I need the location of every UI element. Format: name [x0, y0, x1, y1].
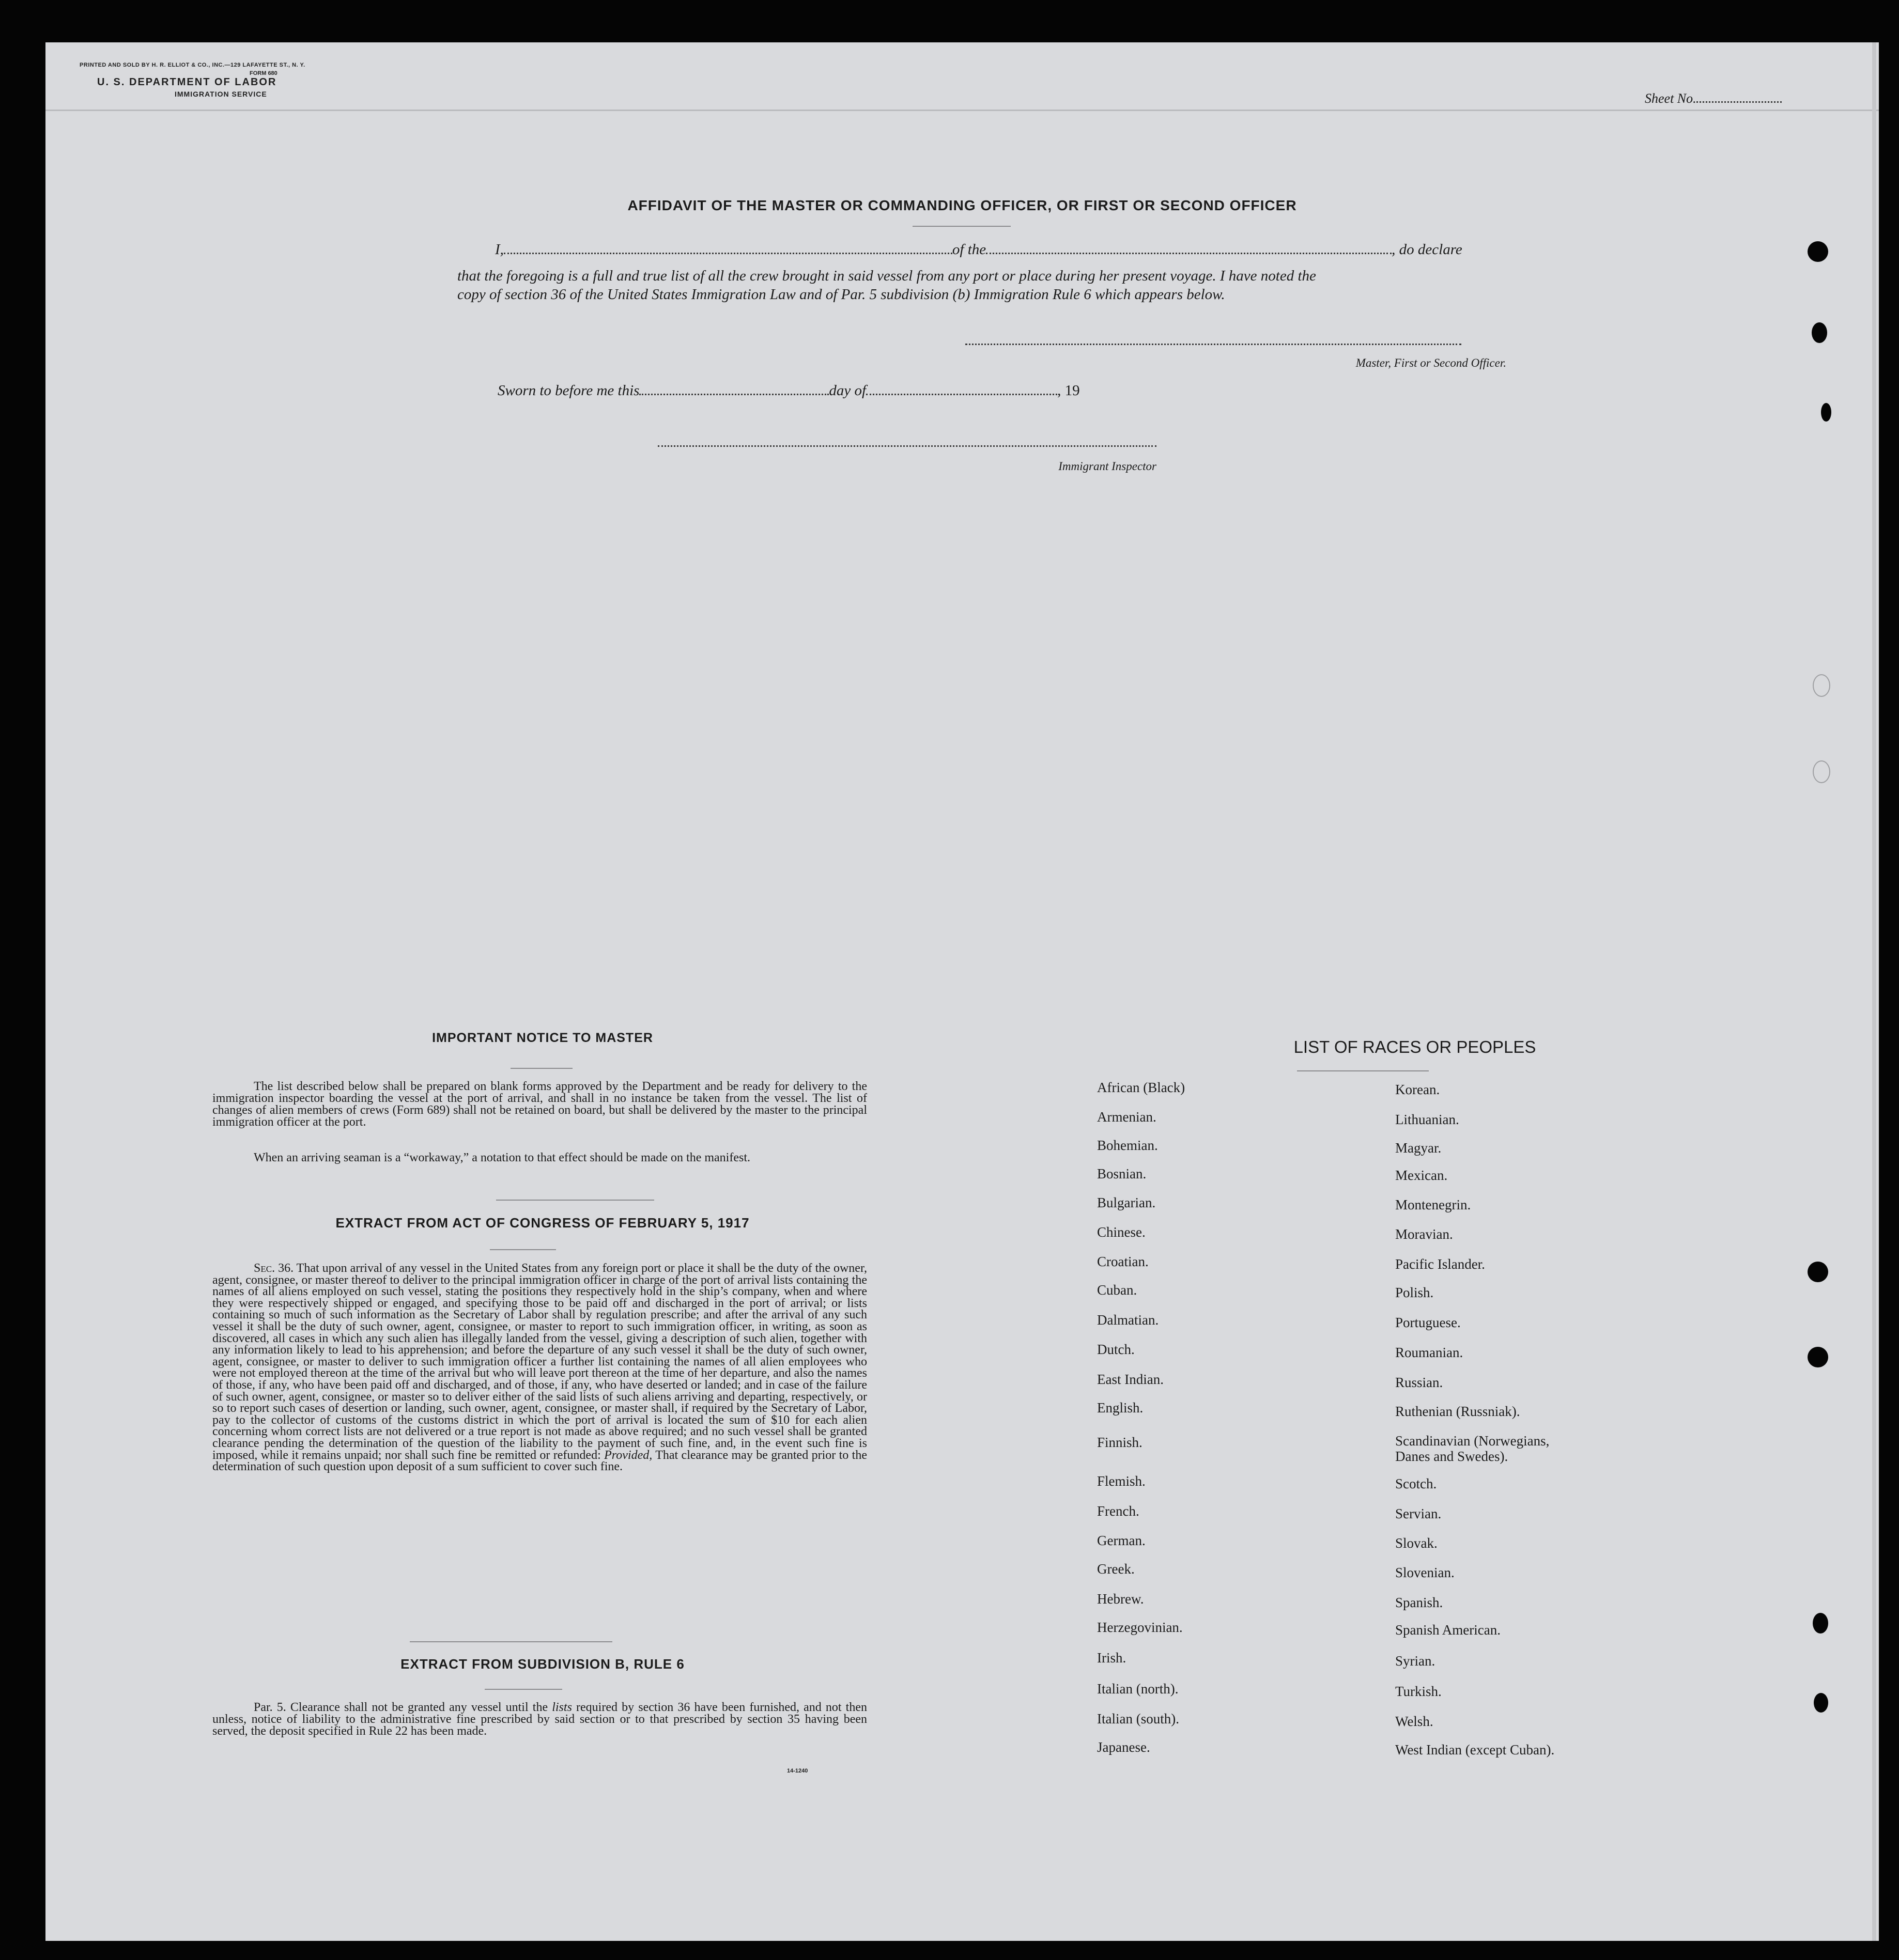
race-item: West Indian (except Cuban).: [1395, 1742, 1555, 1757]
department-name: U. S. DEPARTMENT OF LABOR: [97, 76, 277, 88]
race-item: Magyar.: [1395, 1140, 1442, 1156]
notice-paragraph-1: The list described below shall be prepared on blank forms approved by the Department and be ready for delivery to the immigration inspector boarding the vessel at the port of arrival, and shall in no instance be taken from the vessel. The list of changes of alien members of crews (Form 689) shall not be retained on board, but shall be delivered by the master to the principal immigration officer at the port.: [212, 1080, 867, 1129]
of-the-label: of the: [952, 241, 986, 258]
title-divider: [913, 226, 1011, 227]
sheet-number-field: [1645, 91, 1782, 106]
race-item: Spanish.: [1395, 1595, 1443, 1610]
binding-hole: [1812, 322, 1827, 343]
year-label: , 19: [1057, 382, 1080, 399]
rule-text-start: Par. 5. Clearance shall not be granted any vessel until the: [254, 1701, 548, 1714]
affidavit-line-2: that the foregoing is a full and true list of all the crew brought in said vessel from any port or place during her present voyage. I have noted the: [457, 268, 1316, 284]
race-item: Finnish.: [1097, 1435, 1143, 1450]
race-item: Irish.: [1097, 1650, 1126, 1666]
race-item: Scandinavian (Norwegians, Danes and Swedes).: [1395, 1433, 1550, 1464]
race-item: Cuban.: [1097, 1282, 1137, 1298]
race-item: Turkish.: [1395, 1684, 1442, 1699]
race-item: Scotch.: [1395, 1476, 1437, 1491]
race-item: Ruthenian (Russniak).: [1395, 1404, 1520, 1419]
race-item: Italian (north).: [1097, 1681, 1179, 1697]
sworn-label: Sworn to before me this: [498, 382, 640, 399]
race-item: Bulgarian.: [1097, 1195, 1156, 1210]
print-code: 14-1240: [787, 1768, 808, 1774]
notice-divider: [511, 1068, 573, 1069]
form-number: FORM 680: [250, 70, 277, 76]
service-name: IMMIGRATION SERVICE: [175, 90, 267, 98]
race-item: English.: [1097, 1400, 1144, 1415]
do-declare-label: , do declare: [1392, 241, 1462, 258]
binding-hole: [1808, 1262, 1828, 1282]
race-item: Moravian.: [1395, 1226, 1453, 1242]
rule-text: [212, 1702, 867, 1737]
races-title: LIST OF RACES OR PEOPLES: [1293, 1037, 1536, 1056]
race-item: Lithuanian.: [1395, 1112, 1459, 1127]
rule-top-divider: [410, 1641, 612, 1642]
page-edge: [1872, 42, 1876, 1941]
race-item: Slovenian.: [1395, 1565, 1455, 1580]
race-item: Syrian.: [1395, 1653, 1435, 1669]
rule-title: EXTRACT FROM SUBDIVISION B, RULE 6: [400, 1656, 685, 1672]
rule-lists-word: lists: [552, 1701, 572, 1714]
vessel-blank: [986, 253, 1392, 254]
act-top-divider: [496, 1200, 654, 1201]
rule-divider: [485, 1689, 562, 1690]
race-item: Hebrew.: [1097, 1591, 1144, 1607]
act-divider: [490, 1249, 556, 1250]
sheet-number-label: Sheet No.: [1645, 91, 1696, 106]
act-body: That upon arrival of any vessel in the United States from any foreign port or place it shall be the duty of the owner, agent, consignee, or master thereof to deliver to the principal immigration officer in charge of the port of arrival lists containing the names of all aliens employed on such vessel, stating the positions they respectively hold in the ship’s company, when and where they were respectively shipped or engaged, and specifying those to be paid off and discharged in the port of arrival; or lists containing so much of such information as the Secretary of Labor shall by regulation prescribe; and after the arrival of any such vessel it shall be the duty of such owner, agent, consignee, or master to report to such immigration officer, in writing, as soon as discovered, all cases in which any such alien has illegally landed from the vessel, giving a description of such alien, together with any information likely to lead to his apprehension; and before the departure of any such vessel it shall be the duty of such owner, agent, consignee, or master to deliver to such immigration officer a further list containing the names of all alien employees who were not employed thereon at the time of the arrival but who will leave port thereon at the time of her departure, and also the names of those, if any, who have been paid off and discharged, and of those, if any, who have deserted or landed; and in case of the failure of such owner, agent, consignee, or master so to deliver either of the said lists of such aliens arriving and departing, respectively, or so to report such cases of desertion or landing, such owner, agent, consignee, or master shall, if required by the Secretary of Labor, pay to the collector of customs of the customs district in which the port of arrival is located the sum of $10 for each alien concerning whom correct lists are not delivered or a true report is not made as above required; and no such vessel shall be granted clearance pending the determination of the question of the liability to the payment of such fine, and, in the event such fine is imposed, while it remains unpaid; nor shall such fine be remitted or refunded:: [212, 1262, 867, 1462]
affidavit-line-3: copy of section 36 of the United States Immigration Law and of Par. 5 subdivision (b) Immigration Rule 6 which appears below.: [457, 286, 1225, 303]
race-item: Portuguese.: [1395, 1315, 1461, 1330]
race-item: Flemish.: [1097, 1473, 1146, 1489]
race-item: Chinese.: [1097, 1224, 1146, 1240]
officer-signature-label: Master, First or Second Officer.: [1355, 356, 1506, 369]
name-blank: [504, 253, 952, 254]
race-item: Dalmatian.: [1097, 1312, 1159, 1328]
affidavit-line-1: [495, 241, 1508, 258]
race-item: Spanish American.: [1395, 1622, 1501, 1638]
binding-hole-mark: [1813, 760, 1830, 783]
day-of-label: day of: [829, 382, 867, 399]
race-item: Japanese.: [1097, 1739, 1150, 1755]
inspector-signature-line: [658, 445, 1156, 447]
race-item: German.: [1097, 1533, 1146, 1548]
binding-hole: [1813, 1613, 1828, 1634]
sworn-month-blank: [866, 394, 1057, 395]
race-item: Herzegovinian.: [1097, 1620, 1183, 1635]
race-item: Korean.: [1395, 1082, 1440, 1097]
race-item: French.: [1097, 1503, 1139, 1519]
race-item: Polish.: [1395, 1285, 1434, 1300]
race-item: Bohemian.: [1097, 1138, 1158, 1153]
printer-line: PRINTED AND SOLD BY H. R. ELLIOT & CO., INC.—129 LAFAYETTE ST., N. Y.: [80, 62, 305, 68]
notice-paragraph-2: When an arriving seaman is a “workaway,” a notation to that effect should be made on the manifest.: [254, 1151, 750, 1164]
race-item: East Indian.: [1097, 1372, 1164, 1387]
race-item: Bosnian.: [1097, 1166, 1147, 1181]
affidavit-i-label: I,: [495, 241, 504, 258]
race-item: Slovak.: [1395, 1535, 1438, 1551]
page-fold-line: [45, 110, 1879, 111]
race-item: Dutch.: [1097, 1342, 1135, 1357]
binding-hole: [1808, 241, 1828, 262]
binding-hole: [1808, 1347, 1828, 1367]
race-item: Montenegrin.: [1395, 1197, 1471, 1212]
notice-title: IMPORTANT NOTICE TO MASTER: [432, 1031, 653, 1045]
sheet-number-blank: [1696, 101, 1782, 103]
affidavit-title: AFFIDAVIT OF THE MASTER OR COMMANDING OFFICER, OR FIRST OR SECOND OFFICER: [627, 197, 1297, 213]
binding-hole: [1814, 1693, 1828, 1713]
race-item: African (Black): [1097, 1080, 1185, 1095]
race-item: Servian.: [1395, 1506, 1442, 1521]
races-divider: [1297, 1070, 1429, 1071]
race-item: Welsh.: [1395, 1714, 1433, 1729]
binding-hole-mark: [1813, 674, 1830, 697]
sworn-line: [498, 382, 1080, 399]
race-item: Italian (south).: [1097, 1711, 1179, 1726]
race-item: Pacific Islander.: [1395, 1256, 1485, 1272]
binding-hole: [1821, 403, 1831, 422]
act-title: EXTRACT FROM ACT OF CONGRESS OF FEBRUARY 5, 1917: [335, 1215, 750, 1231]
act-section-text: [212, 1263, 867, 1473]
race-item: Russian.: [1395, 1375, 1443, 1390]
race-item: Mexican.: [1395, 1168, 1448, 1183]
act-provided-word: Provided,: [604, 1448, 653, 1462]
race-item: Greek.: [1097, 1561, 1135, 1577]
act-section-label: Sec. 36.: [254, 1262, 294, 1275]
form-sheet: [45, 42, 1879, 1941]
race-item: Roumanian.: [1395, 1345, 1463, 1360]
inspector-signature-label: Immigrant Inspector: [1058, 460, 1156, 473]
rule-text-end: required by section 36 have been furnished, and not then unless, notice of liability to the administrative fine prescribed by said section or to that prescribed by section 35 having been served, the deposit specified in Rule 22 has been made.: [212, 1701, 867, 1738]
race-item: Armenian.: [1097, 1109, 1156, 1125]
sworn-day-blank: [639, 394, 829, 395]
officer-signature-line: [965, 344, 1461, 345]
act-body-end: That clearance may be granted prior to the determination of such question upon deposit of a sum sufficient to cover such fine.: [212, 1448, 868, 1474]
race-item: Croatian.: [1097, 1254, 1149, 1269]
